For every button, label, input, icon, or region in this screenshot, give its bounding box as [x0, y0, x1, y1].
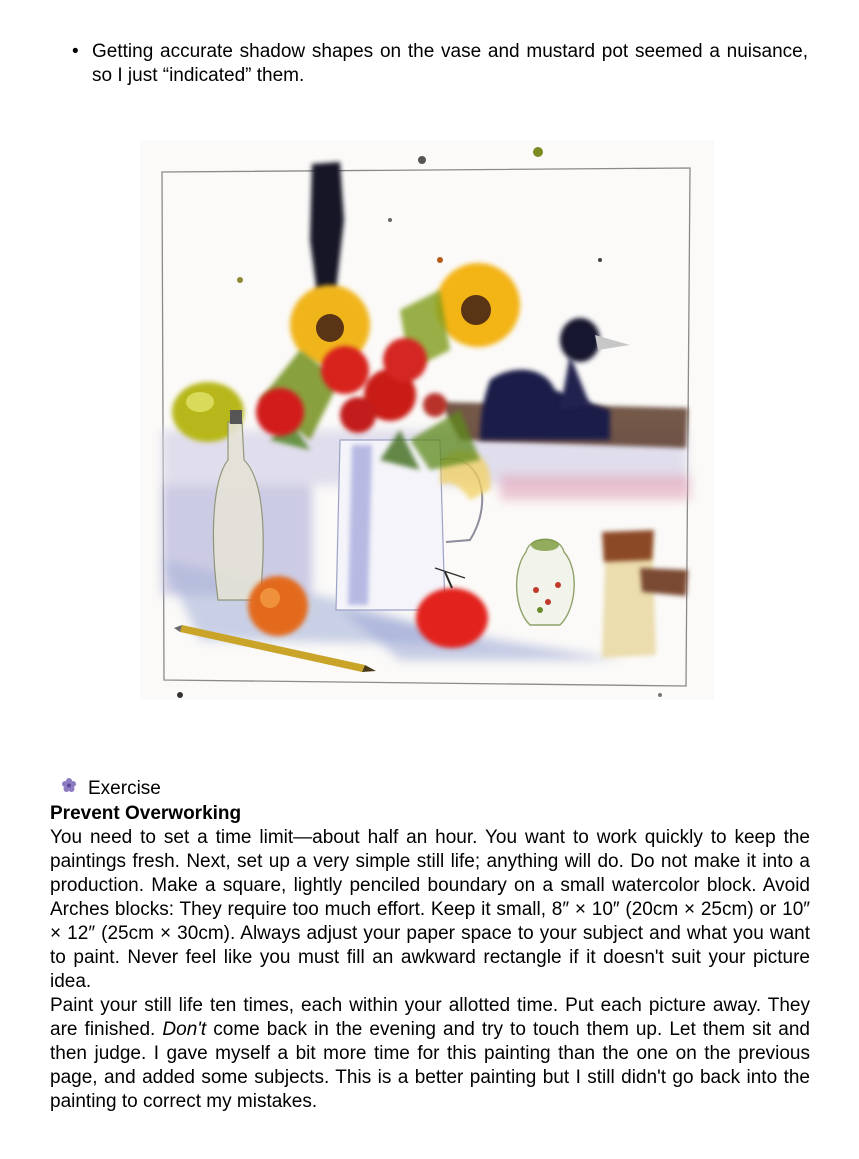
exercise-paragraph-2 [50, 994, 810, 1114]
flower-icon [50, 776, 88, 802]
exercise-section [50, 776, 810, 1114]
paragraph-2-end: come back in the evening and try to touch them up. Let them sit and then judge. I gave myself a bit more time for this painting than the one on the previous page, and added some subjects. This is a better painting but I still didn't go back into the painting to correct my mistakes. [50, 1019, 810, 1112]
watercolor-painting [140, 140, 714, 700]
exercise-heading: Prevent Overworking [50, 803, 242, 824]
paragraph-2-start: Paint your still life ten times, each within your allotted time. Put each picture away. They are finished. [50, 995, 810, 1040]
exercise-paragraph-1: You need to set a time limit—about half an hour. You want to work quickly to keep the paintings fresh. Next, set up a very simple still life; anything will do. Do not make it into a production. Make a square, lightly penciled boundary on a small watercolor block. Avoid Arches blocks: They require too much effort. Keep it small, 8″ × 10″ (20cm × 25cm) or 10″ × 12″ (25cm × 30cm). Always adjust your paper space to your subject and what you want to paint. Never feel like you must fill an awkward rectangle if it doesn't suit your picture idea. [50, 827, 810, 992]
paragraph-2-emphasis: Don't [162, 1019, 207, 1040]
exercise-label-row [50, 776, 810, 802]
exercise-label: Exercise [88, 778, 161, 799]
sunflower-right [436, 263, 520, 347]
bullet-note [72, 40, 808, 88]
painting-illustration [140, 140, 714, 700]
bullet-item [72, 40, 808, 88]
orange-apple [248, 576, 308, 636]
bullet-symbol: • [72, 41, 79, 62]
bullet-text: Getting accurate shadow shapes on the vase and mustard pot seemed a nuisance, so I just “indicated” them. [92, 41, 808, 86]
